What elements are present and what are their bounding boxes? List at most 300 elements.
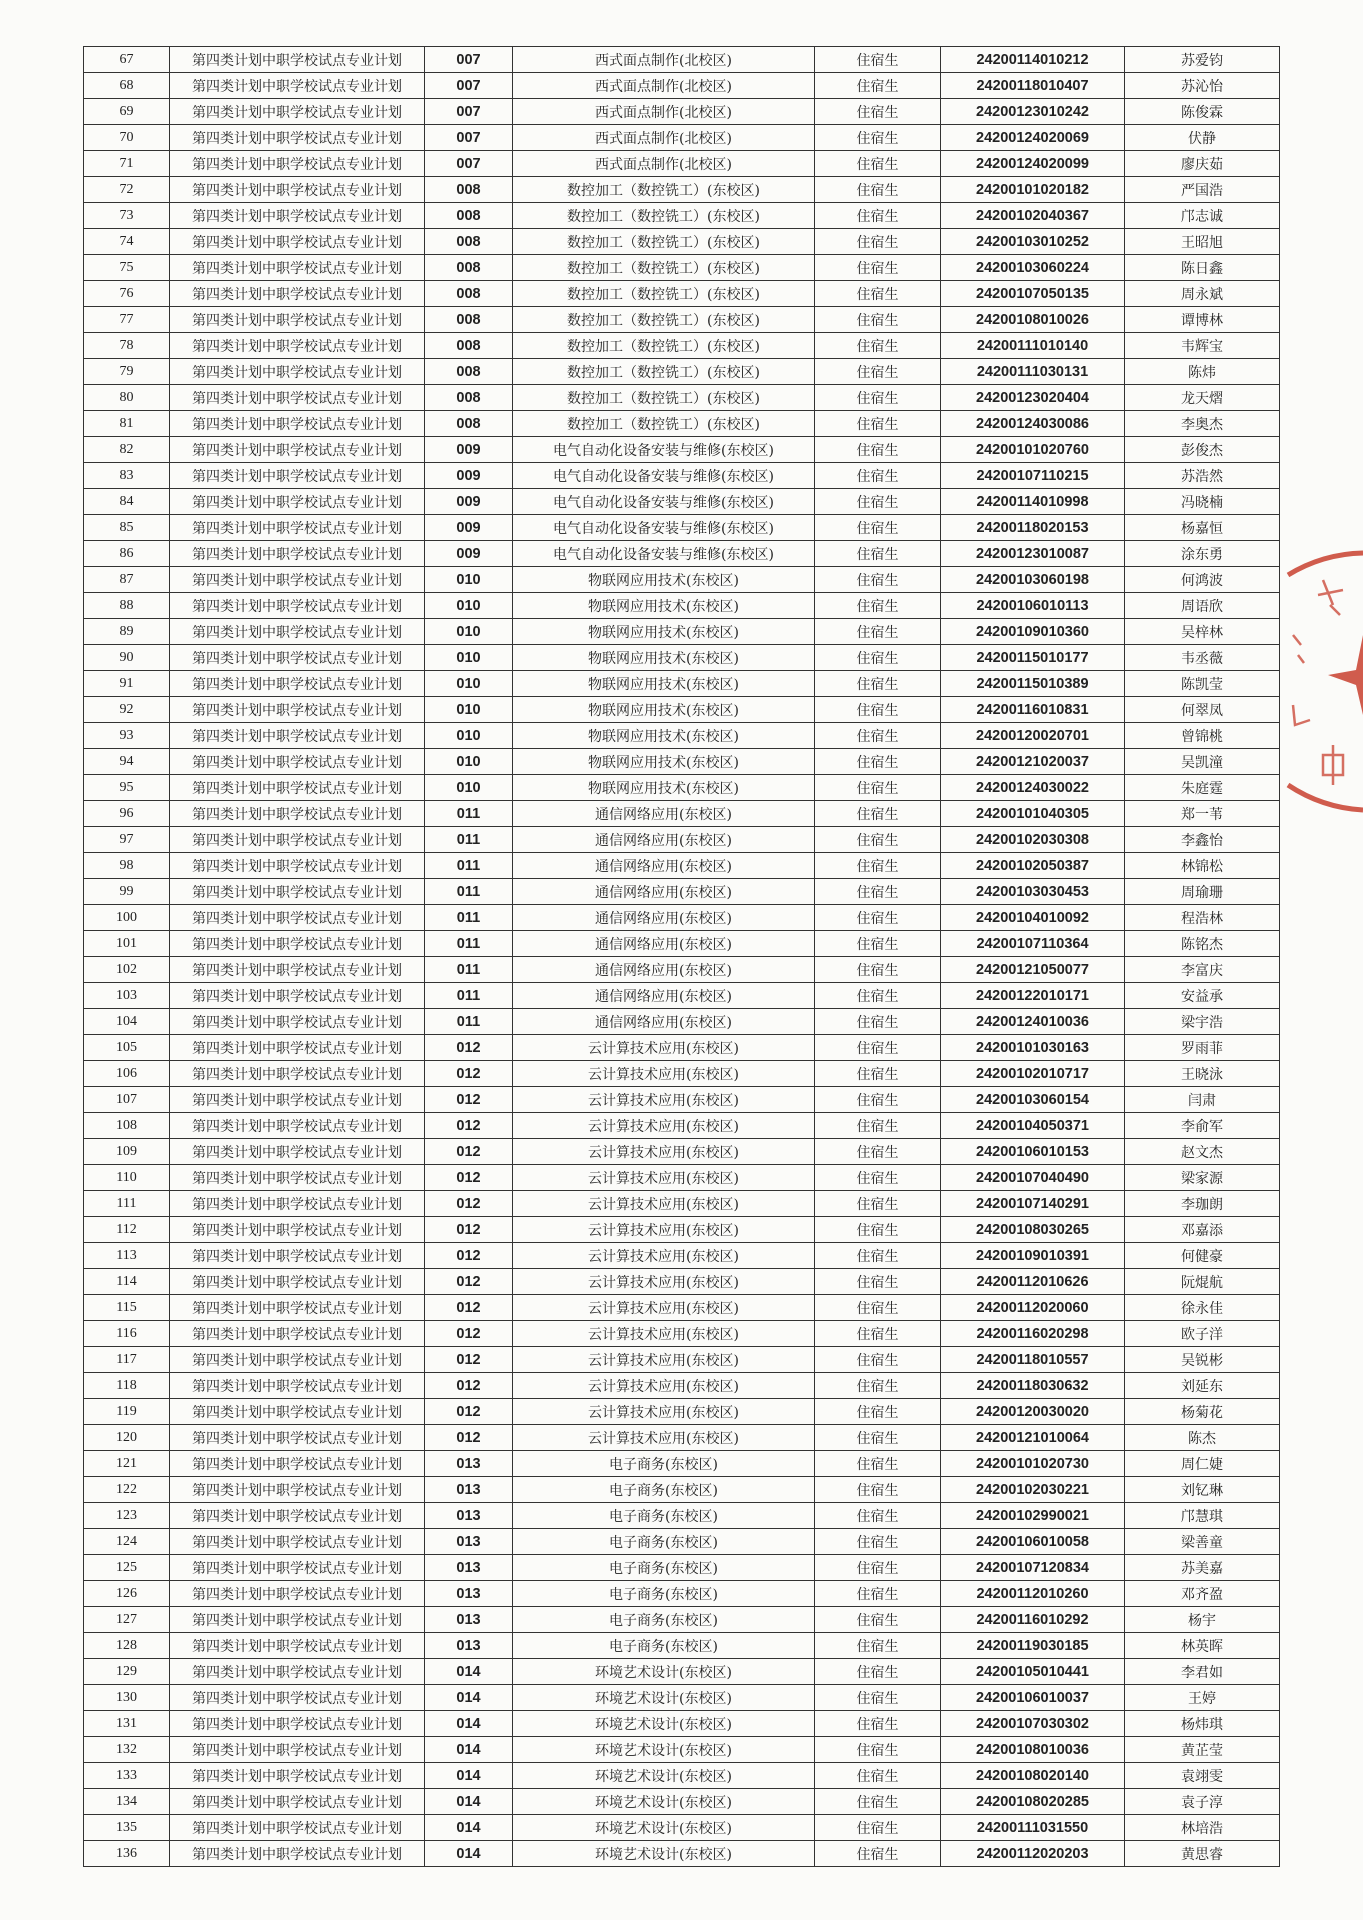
student-id-cell: 24200121020037 xyxy=(941,749,1125,775)
table-row xyxy=(84,177,1280,203)
major-name-cell: 云计算技术应用(东校区) xyxy=(513,1399,815,1425)
student-name-cell: 周仁婕 xyxy=(1125,1451,1280,1477)
boarding-type-cell: 住宿生 xyxy=(815,307,941,333)
plan-category-cell: 第四类计划中职学校试点专业计划 xyxy=(170,1529,425,1555)
major-code-cell: 010 xyxy=(425,567,513,593)
student-name-cell: 赵文杰 xyxy=(1125,1139,1280,1165)
major-name-cell: 环境艺术设计(东校区) xyxy=(513,1711,815,1737)
student-name-cell: 冯晓楠 xyxy=(1125,489,1280,515)
plan-category-cell: 第四类计划中职学校试点专业计划 xyxy=(170,1217,425,1243)
student-name-cell: 王婷 xyxy=(1125,1685,1280,1711)
major-code-cell: 007 xyxy=(425,47,513,73)
boarding-type-cell: 住宿生 xyxy=(815,1425,941,1451)
boarding-type-cell: 住宿生 xyxy=(815,1321,941,1347)
table-row xyxy=(84,1191,1280,1217)
major-code-cell: 008 xyxy=(425,229,513,255)
major-name-cell: 电子商务(东校区) xyxy=(513,1633,815,1659)
student-name-cell: 周语欣 xyxy=(1125,593,1280,619)
student-id-cell: 24200102990021 xyxy=(941,1503,1125,1529)
boarding-type-cell: 住宿生 xyxy=(815,723,941,749)
table-row xyxy=(84,333,1280,359)
plan-category-cell: 第四类计划中职学校试点专业计划 xyxy=(170,905,425,931)
table-row xyxy=(84,1607,1280,1633)
plan-category-cell: 第四类计划中职学校试点专业计划 xyxy=(170,73,425,99)
table-row xyxy=(84,1295,1280,1321)
plan-category-cell: 第四类计划中职学校试点专业计划 xyxy=(170,1477,425,1503)
boarding-type-cell: 住宿生 xyxy=(815,957,941,983)
boarding-type-cell: 住宿生 xyxy=(815,749,941,775)
table-row xyxy=(84,229,1280,255)
row-number-cell: 84 xyxy=(84,489,170,515)
student-name-cell: 欧子洋 xyxy=(1125,1321,1280,1347)
row-number-cell: 94 xyxy=(84,749,170,775)
row-number-cell: 119 xyxy=(84,1399,170,1425)
table-row xyxy=(84,489,1280,515)
table-body xyxy=(84,47,1280,1867)
major-code-cell: 014 xyxy=(425,1763,513,1789)
major-name-cell: 云计算技术应用(东校区) xyxy=(513,1295,815,1321)
boarding-type-cell: 住宿生 xyxy=(815,1633,941,1659)
table-row xyxy=(84,463,1280,489)
major-name-cell: 物联网应用技术(东校区) xyxy=(513,671,815,697)
student-id-cell: 24200119030185 xyxy=(941,1633,1125,1659)
boarding-type-cell: 住宿生 xyxy=(815,853,941,879)
row-number-cell: 121 xyxy=(84,1451,170,1477)
plan-category-cell: 第四类计划中职学校试点专业计划 xyxy=(170,1139,425,1165)
boarding-type-cell: 住宿生 xyxy=(815,697,941,723)
boarding-type-cell: 住宿生 xyxy=(815,931,941,957)
student-name-cell: 吴凯潼 xyxy=(1125,749,1280,775)
boarding-type-cell: 住宿生 xyxy=(815,1685,941,1711)
student-id-cell: 24200116010831 xyxy=(941,697,1125,723)
plan-category-cell: 第四类计划中职学校试点专业计划 xyxy=(170,541,425,567)
plan-category-cell: 第四类计划中职学校试点专业计划 xyxy=(170,99,425,125)
major-name-cell: 电子商务(东校区) xyxy=(513,1607,815,1633)
boarding-type-cell: 住宿生 xyxy=(815,489,941,515)
student-name-cell: 邝慧琪 xyxy=(1125,1503,1280,1529)
boarding-type-cell: 住宿生 xyxy=(815,333,941,359)
major-code-cell: 013 xyxy=(425,1633,513,1659)
plan-category-cell: 第四类计划中职学校试点专业计划 xyxy=(170,1789,425,1815)
row-number-cell: 120 xyxy=(84,1425,170,1451)
boarding-type-cell: 住宿生 xyxy=(815,1503,941,1529)
table-row xyxy=(84,541,1280,567)
plan-category-cell: 第四类计划中职学校试点专业计划 xyxy=(170,1373,425,1399)
plan-category-cell: 第四类计划中职学校试点专业计划 xyxy=(170,1425,425,1451)
table-row xyxy=(84,1841,1280,1867)
major-code-cell: 010 xyxy=(425,619,513,645)
student-name-cell: 邓齐盈 xyxy=(1125,1581,1280,1607)
student-name-cell: 李鑫怡 xyxy=(1125,827,1280,853)
major-code-cell: 010 xyxy=(425,645,513,671)
student-name-cell: 杨炜琪 xyxy=(1125,1711,1280,1737)
row-number-cell: 79 xyxy=(84,359,170,385)
major-code-cell: 007 xyxy=(425,73,513,99)
major-code-cell: 007 xyxy=(425,99,513,125)
row-number-cell: 104 xyxy=(84,1009,170,1035)
student-name-cell: 袁翊雯 xyxy=(1125,1763,1280,1789)
boarding-type-cell: 住宿生 xyxy=(815,177,941,203)
major-name-cell: 云计算技术应用(东校区) xyxy=(513,1165,815,1191)
student-id-cell: 24200108020140 xyxy=(941,1763,1125,1789)
student-id-cell: 24200102030221 xyxy=(941,1477,1125,1503)
major-code-cell: 009 xyxy=(425,515,513,541)
row-number-cell: 78 xyxy=(84,333,170,359)
major-name-cell: 数控加工（数控铣工）(东校区) xyxy=(513,307,815,333)
plan-category-cell: 第四类计划中职学校试点专业计划 xyxy=(170,645,425,671)
major-name-cell: 物联网应用技术(东校区) xyxy=(513,723,815,749)
student-name-cell: 龙天熠 xyxy=(1125,385,1280,411)
row-number-cell: 132 xyxy=(84,1737,170,1763)
table-row xyxy=(84,1165,1280,1191)
student-id-cell: 24200122010171 xyxy=(941,983,1125,1009)
major-name-cell: 云计算技术应用(东校区) xyxy=(513,1425,815,1451)
major-code-cell: 011 xyxy=(425,801,513,827)
student-id-cell: 24200107110364 xyxy=(941,931,1125,957)
student-id-cell: 24200111030131 xyxy=(941,359,1125,385)
plan-category-cell: 第四类计划中职学校试点专业计划 xyxy=(170,463,425,489)
table-row xyxy=(84,1269,1280,1295)
student-id-cell: 24200108030265 xyxy=(941,1217,1125,1243)
student-id-cell: 24200107110215 xyxy=(941,463,1125,489)
major-name-cell: 通信网络应用(东校区) xyxy=(513,983,815,1009)
row-number-cell: 113 xyxy=(84,1243,170,1269)
table-row xyxy=(84,1087,1280,1113)
major-code-cell: 014 xyxy=(425,1711,513,1737)
table-row xyxy=(84,307,1280,333)
major-code-cell: 012 xyxy=(425,1139,513,1165)
row-number-cell: 134 xyxy=(84,1789,170,1815)
major-code-cell: 012 xyxy=(425,1035,513,1061)
major-code-cell: 014 xyxy=(425,1815,513,1841)
major-name-cell: 电子商务(东校区) xyxy=(513,1477,815,1503)
table-row xyxy=(84,749,1280,775)
plan-category-cell: 第四类计划中职学校试点专业计划 xyxy=(170,333,425,359)
boarding-type-cell: 住宿生 xyxy=(815,281,941,307)
major-name-cell: 数控加工（数控铣工）(东校区) xyxy=(513,203,815,229)
student-id-cell: 24200108020285 xyxy=(941,1789,1125,1815)
student-id-cell: 24200109010360 xyxy=(941,619,1125,645)
table-row xyxy=(84,1243,1280,1269)
major-name-cell: 数控加工（数控铣工）(东校区) xyxy=(513,411,815,437)
table-row xyxy=(84,1659,1280,1685)
major-name-cell: 云计算技术应用(东校区) xyxy=(513,1087,815,1113)
student-name-cell: 朱庭霆 xyxy=(1125,775,1280,801)
student-name-cell: 何鸿波 xyxy=(1125,567,1280,593)
row-number-cell: 76 xyxy=(84,281,170,307)
row-number-cell: 112 xyxy=(84,1217,170,1243)
student-name-cell: 严国浩 xyxy=(1125,177,1280,203)
major-name-cell: 云计算技术应用(东校区) xyxy=(513,1347,815,1373)
student-name-cell: 李奥杰 xyxy=(1125,411,1280,437)
row-number-cell: 118 xyxy=(84,1373,170,1399)
boarding-type-cell: 住宿生 xyxy=(815,827,941,853)
table-row xyxy=(84,671,1280,697)
table-row xyxy=(84,125,1280,151)
plan-category-cell: 第四类计划中职学校试点专业计划 xyxy=(170,723,425,749)
plan-category-cell: 第四类计划中职学校试点专业计划 xyxy=(170,1555,425,1581)
student-id-cell: 24200124030086 xyxy=(941,411,1125,437)
plan-category-cell: 第四类计划中职学校试点专业计划 xyxy=(170,801,425,827)
student-id-cell: 24200107050135 xyxy=(941,281,1125,307)
boarding-type-cell: 住宿生 xyxy=(815,1737,941,1763)
row-number-cell: 92 xyxy=(84,697,170,723)
row-number-cell: 82 xyxy=(84,437,170,463)
boarding-type-cell: 住宿生 xyxy=(815,359,941,385)
student-id-cell: 24200105010441 xyxy=(941,1659,1125,1685)
plan-category-cell: 第四类计划中职学校试点专业计划 xyxy=(170,1815,425,1841)
row-number-cell: 105 xyxy=(84,1035,170,1061)
table-row xyxy=(84,983,1280,1009)
boarding-type-cell: 住宿生 xyxy=(815,1711,941,1737)
student-name-cell: 陈俊霖 xyxy=(1125,99,1280,125)
table-row xyxy=(84,1399,1280,1425)
table-row xyxy=(84,1581,1280,1607)
boarding-type-cell: 住宿生 xyxy=(815,671,941,697)
major-code-cell: 012 xyxy=(425,1399,513,1425)
major-name-cell: 云计算技术应用(东校区) xyxy=(513,1191,815,1217)
major-code-cell: 011 xyxy=(425,1009,513,1035)
major-name-cell: 电气自动化设备安装与维修(东校区) xyxy=(513,515,815,541)
table-row xyxy=(84,905,1280,931)
major-name-cell: 环境艺术设计(东校区) xyxy=(513,1815,815,1841)
student-id-cell: 24200103030453 xyxy=(941,879,1125,905)
major-code-cell: 010 xyxy=(425,723,513,749)
major-code-cell: 008 xyxy=(425,359,513,385)
major-name-cell: 物联网应用技术(东校区) xyxy=(513,697,815,723)
row-number-cell: 81 xyxy=(84,411,170,437)
major-name-cell: 云计算技术应用(东校区) xyxy=(513,1061,815,1087)
plan-category-cell: 第四类计划中职学校试点专业计划 xyxy=(170,1321,425,1347)
major-code-cell: 008 xyxy=(425,333,513,359)
major-code-cell: 012 xyxy=(425,1347,513,1373)
major-name-cell: 数控加工（数控铣工）(东校区) xyxy=(513,177,815,203)
major-code-cell: 011 xyxy=(425,931,513,957)
boarding-type-cell: 住宿生 xyxy=(815,1607,941,1633)
row-number-cell: 100 xyxy=(84,905,170,931)
row-number-cell: 67 xyxy=(84,47,170,73)
table-row xyxy=(84,1529,1280,1555)
row-number-cell: 122 xyxy=(84,1477,170,1503)
student-name-cell: 吴锐彬 xyxy=(1125,1347,1280,1373)
major-code-cell: 012 xyxy=(425,1321,513,1347)
student-name-cell: 邝志诚 xyxy=(1125,203,1280,229)
plan-category-cell: 第四类计划中职学校试点专业计划 xyxy=(170,1503,425,1529)
row-number-cell: 111 xyxy=(84,1191,170,1217)
student-id-cell: 24200118010407 xyxy=(941,73,1125,99)
official-seal-stamp xyxy=(1268,545,1363,825)
student-name-cell: 周永斌 xyxy=(1125,281,1280,307)
student-name-cell: 陈日鑫 xyxy=(1125,255,1280,281)
boarding-type-cell: 住宿生 xyxy=(815,1555,941,1581)
boarding-type-cell: 住宿生 xyxy=(815,593,941,619)
student-name-cell: 梁家源 xyxy=(1125,1165,1280,1191)
plan-category-cell: 第四类计划中职学校试点专业计划 xyxy=(170,1581,425,1607)
student-id-cell: 24200103060154 xyxy=(941,1087,1125,1113)
student-id-cell: 24200114010212 xyxy=(941,47,1125,73)
boarding-type-cell: 住宿生 xyxy=(815,151,941,177)
student-id-cell: 24200124020069 xyxy=(941,125,1125,151)
student-id-cell: 24200102010717 xyxy=(941,1061,1125,1087)
table-row xyxy=(84,515,1280,541)
row-number-cell: 116 xyxy=(84,1321,170,1347)
table-row xyxy=(84,697,1280,723)
student-name-cell: 林英晖 xyxy=(1125,1633,1280,1659)
major-code-cell: 013 xyxy=(425,1581,513,1607)
table-row xyxy=(84,853,1280,879)
table-row xyxy=(84,1009,1280,1035)
boarding-type-cell: 住宿生 xyxy=(815,1009,941,1035)
major-name-cell: 数控加工（数控铣工）(东校区) xyxy=(513,333,815,359)
major-code-cell: 012 xyxy=(425,1165,513,1191)
row-number-cell: 123 xyxy=(84,1503,170,1529)
major-name-cell: 物联网应用技术(东校区) xyxy=(513,749,815,775)
boarding-type-cell: 住宿生 xyxy=(815,1451,941,1477)
plan-category-cell: 第四类计划中职学校试点专业计划 xyxy=(170,1243,425,1269)
student-name-cell: 郑一苇 xyxy=(1125,801,1280,827)
major-name-cell: 数控加工（数控铣工）(东校区) xyxy=(513,281,815,307)
major-code-cell: 012 xyxy=(425,1295,513,1321)
major-code-cell: 009 xyxy=(425,437,513,463)
major-name-cell: 数控加工（数控铣工）(东校区) xyxy=(513,359,815,385)
major-code-cell: 014 xyxy=(425,1789,513,1815)
plan-category-cell: 第四类计划中职学校试点专业计划 xyxy=(170,1191,425,1217)
student-name-cell: 安益承 xyxy=(1125,983,1280,1009)
major-code-cell: 013 xyxy=(425,1529,513,1555)
major-name-cell: 通信网络应用(东校区) xyxy=(513,853,815,879)
major-code-cell: 011 xyxy=(425,983,513,1009)
boarding-type-cell: 住宿生 xyxy=(815,385,941,411)
major-name-cell: 数控加工（数控铣工）(东校区) xyxy=(513,229,815,255)
major-code-cell: 012 xyxy=(425,1269,513,1295)
student-name-cell: 黄思睿 xyxy=(1125,1841,1280,1867)
major-name-cell: 物联网应用技术(东校区) xyxy=(513,593,815,619)
row-number-cell: 101 xyxy=(84,931,170,957)
boarding-type-cell: 住宿生 xyxy=(815,1087,941,1113)
major-name-cell: 通信网络应用(东校区) xyxy=(513,957,815,983)
plan-category-cell: 第四类计划中职学校试点专业计划 xyxy=(170,1061,425,1087)
student-name-cell: 徐永佳 xyxy=(1125,1295,1280,1321)
major-code-cell: 011 xyxy=(425,879,513,905)
student-name-cell: 刘延东 xyxy=(1125,1373,1280,1399)
table-row xyxy=(84,1425,1280,1451)
row-number-cell: 87 xyxy=(84,567,170,593)
major-code-cell: 013 xyxy=(425,1607,513,1633)
boarding-type-cell: 住宿生 xyxy=(815,1789,941,1815)
student-id-cell: 24200123010087 xyxy=(941,541,1125,567)
student-id-cell: 24200103060224 xyxy=(941,255,1125,281)
boarding-type-cell: 住宿生 xyxy=(815,801,941,827)
plan-category-cell: 第四类计划中职学校试点专业计划 xyxy=(170,879,425,905)
boarding-type-cell: 住宿生 xyxy=(815,255,941,281)
plan-category-cell: 第四类计划中职学校试点专业计划 xyxy=(170,255,425,281)
major-code-cell: 014 xyxy=(425,1737,513,1763)
plan-category-cell: 第四类计划中职学校试点专业计划 xyxy=(170,515,425,541)
boarding-type-cell: 住宿生 xyxy=(815,1399,941,1425)
plan-category-cell: 第四类计划中职学校试点专业计划 xyxy=(170,983,425,1009)
row-number-cell: 85 xyxy=(84,515,170,541)
student-id-cell: 24200101040305 xyxy=(941,801,1125,827)
student-id-cell: 24200118020153 xyxy=(941,515,1125,541)
student-name-cell: 李俞军 xyxy=(1125,1113,1280,1139)
student-id-cell: 24200112020060 xyxy=(941,1295,1125,1321)
student-name-cell: 苏爱钧 xyxy=(1125,47,1280,73)
student-name-cell: 梁善童 xyxy=(1125,1529,1280,1555)
student-id-cell: 24200115010177 xyxy=(941,645,1125,671)
student-name-cell: 闫肃 xyxy=(1125,1087,1280,1113)
student-id-cell: 24200124030022 xyxy=(941,775,1125,801)
boarding-type-cell: 住宿生 xyxy=(815,1815,941,1841)
major-name-cell: 电气自动化设备安装与维修(东校区) xyxy=(513,437,815,463)
major-name-cell: 通信网络应用(东校区) xyxy=(513,879,815,905)
row-number-cell: 93 xyxy=(84,723,170,749)
table-row xyxy=(84,255,1280,281)
student-id-cell: 24200101020760 xyxy=(941,437,1125,463)
major-code-cell: 008 xyxy=(425,385,513,411)
boarding-type-cell: 住宿生 xyxy=(815,905,941,931)
student-name-cell: 何翠凤 xyxy=(1125,697,1280,723)
table-row xyxy=(84,203,1280,229)
table-row xyxy=(84,385,1280,411)
plan-category-cell: 第四类计划中职学校试点专业计划 xyxy=(170,177,425,203)
plan-category-cell: 第四类计划中职学校试点专业计划 xyxy=(170,1113,425,1139)
major-code-cell: 012 xyxy=(425,1373,513,1399)
table-row xyxy=(84,151,1280,177)
major-code-cell: 008 xyxy=(425,411,513,437)
table-row xyxy=(84,437,1280,463)
student-name-cell: 罗雨菲 xyxy=(1125,1035,1280,1061)
student-name-cell: 苏美嘉 xyxy=(1125,1555,1280,1581)
major-name-cell: 电气自动化设备安装与维修(东校区) xyxy=(513,463,815,489)
row-number-cell: 74 xyxy=(84,229,170,255)
major-name-cell: 物联网应用技术(东校区) xyxy=(513,567,815,593)
row-number-cell: 90 xyxy=(84,645,170,671)
student-id-cell: 24200103010252 xyxy=(941,229,1125,255)
student-name-cell: 林锦松 xyxy=(1125,853,1280,879)
plan-category-cell: 第四类计划中职学校试点专业计划 xyxy=(170,489,425,515)
major-code-cell: 009 xyxy=(425,489,513,515)
student-id-cell: 24200104050371 xyxy=(941,1113,1125,1139)
table-row xyxy=(84,1711,1280,1737)
major-name-cell: 云计算技术应用(东校区) xyxy=(513,1217,815,1243)
major-name-cell: 电子商务(东校区) xyxy=(513,1555,815,1581)
plan-category-cell: 第四类计划中职学校试点专业计划 xyxy=(170,359,425,385)
table-row xyxy=(84,593,1280,619)
table-row xyxy=(84,1737,1280,1763)
boarding-type-cell: 住宿生 xyxy=(815,1061,941,1087)
row-number-cell: 80 xyxy=(84,385,170,411)
table-row xyxy=(84,1373,1280,1399)
student-name-cell: 程浩林 xyxy=(1125,905,1280,931)
boarding-type-cell: 住宿生 xyxy=(815,203,941,229)
table-row xyxy=(84,1139,1280,1165)
major-name-cell: 物联网应用技术(东校区) xyxy=(513,619,815,645)
major-name-cell: 西式面点制作(北校区) xyxy=(513,47,815,73)
boarding-type-cell: 住宿生 xyxy=(815,619,941,645)
major-code-cell: 011 xyxy=(425,957,513,983)
student-id-cell: 24200112010260 xyxy=(941,1581,1125,1607)
row-number-cell: 117 xyxy=(84,1347,170,1373)
student-name-cell: 袁子淳 xyxy=(1125,1789,1280,1815)
major-name-cell: 通信网络应用(东校区) xyxy=(513,827,815,853)
boarding-type-cell: 住宿生 xyxy=(815,775,941,801)
boarding-type-cell: 住宿生 xyxy=(815,1841,941,1867)
major-code-cell: 007 xyxy=(425,151,513,177)
plan-category-cell: 第四类计划中职学校试点专业计划 xyxy=(170,931,425,957)
row-number-cell: 124 xyxy=(84,1529,170,1555)
major-code-cell: 011 xyxy=(425,853,513,879)
student-name-cell: 彭俊杰 xyxy=(1125,437,1280,463)
